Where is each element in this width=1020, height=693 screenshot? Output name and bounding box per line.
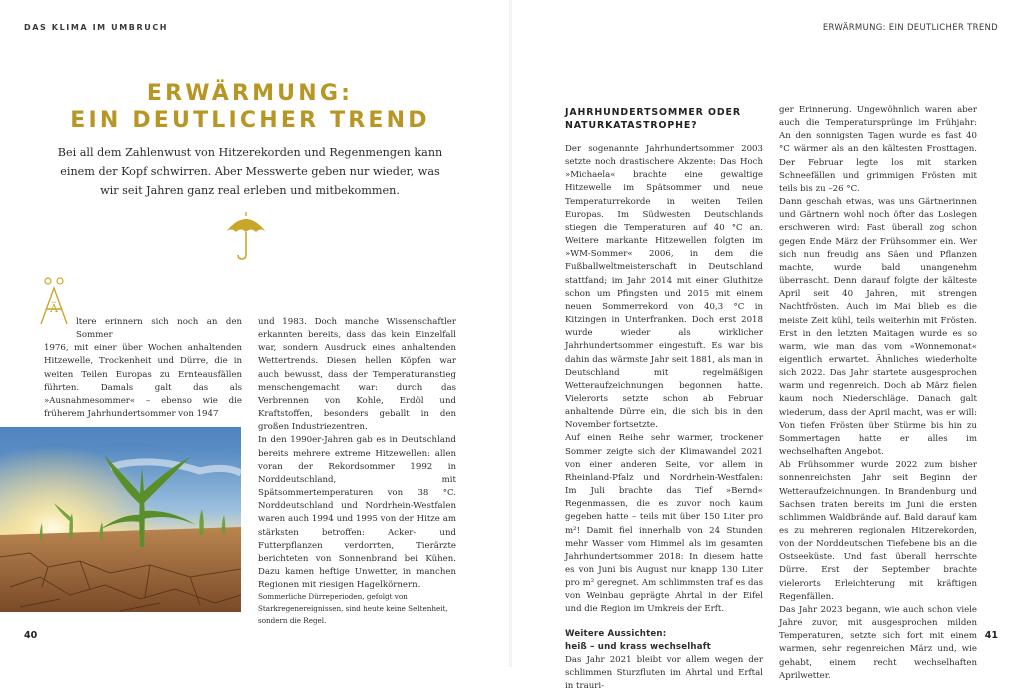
text-column-1	[44, 316, 242, 421]
subheading-line-2: heiß – und krass wechselhaft	[565, 641, 711, 652]
text-column-4	[779, 104, 977, 683]
paragraph: 1976, mit einer über Wochen anhaltenden Hitzewelle, Trockenheit und Dürre, die in weiten Teilen Europas zu Ernteausfällen führten. Damals galt das als »Ausnahmesommer« – ebenso wie die früherem Jahrhundertsommer von 1947	[44, 343, 242, 420]
page-number-right: 41	[984, 630, 998, 641]
running-head-left: DAS KLIMA IM UMBRUCH	[24, 23, 169, 32]
page-gutter	[509, 0, 512, 667]
article-title-line-2: EIN DEUTLICHER TREND	[70, 108, 430, 133]
paragraph: Auf einen Reihe sehr warmer, trockener Sommer zeigte sich der Klimawandel 2021 von einer anderen Seite, vor allem in Rheinland-Pfalz und Nordrhein-Westfalen: Im Juli brachte das Tief »Bernd« Regenmassen, die es zuvor noch kaum gegeben hatte – teils mit über 150 Liter pro m²! Damit fiel innerhalb von 24 Stunden mehr Wasser vom Himmel als im gesamten Jahrhundertsommer 2018: In diesem hatte es von Juni bis August nur knapp 130 Liter pro m² geregnet. Am schlimmsten traf es das von Weinbau geprägte Ahrtal in der Eifel und die Region im Umkreis der Erft.	[565, 433, 763, 615]
paragraph: Dann geschah etwas, was uns Gärtnerinnen und Gärtnern wohl noch öfter das Loslegen erschweren wird: Fast überall zog schon gegen Ende März der Frühsommer ein. Wer sich nun freudig ans Säen und Pflanzen machte, wurde bald unangenehm überrascht. Denn darauf folgte der kälteste April seit 40 Jahren, mit strengen Nachtfrösten. Auch im Mai blieb es die meiste Zeit kühl, teils weiterhin mit Frösten. Erst in den letzten Maitagen wurde es so warm, wie man das vom »Wonnemonat« eigentlich erwartet. Ähnliches wiederholte sich 2022. Das Jahr startete ausgesprochen warm und regenreich. Doch ab März fielen kaum noch Niederschläge. Danach galt wiederum, dass der April macht, was er will: Von tiefen Frösten über Stürme bis hin zu Sommertagen hatte er alles im wechselhaften Angebot.	[779, 197, 977, 458]
article-title	[60, 80, 440, 134]
paragraph: ltere erinnern sich noch an den Sommer	[76, 317, 242, 341]
text-column-3	[565, 143, 763, 693]
svg-text:Ä: Ä	[50, 302, 58, 315]
page-number-left: 40	[24, 630, 38, 641]
photo-caption: Sommerliche Dürreperioden, gefolgt von Starkregenereignissen, sind heute keine Seltenheit, sondern die Regel.	[258, 592, 448, 625]
article-title-line-1: ERWÄRMUNG:	[146, 81, 354, 106]
paragraph: Das Jahr 2021 bleibt vor allem wegen der schlimmen Sturzfluten im Ahrtal und Erftal in trauri-	[565, 654, 763, 692]
section-heading: JAHRHUNDERTSOMMER ODER NATURKATASTROPHE?	[565, 107, 741, 131]
paragraph: und 1983. Doch manche Wissenschaftler erkannten bereits, dass das kein Einzelfall war, sondern Ausdruck eines anhaltenden Wettertrends. Diesen hellen Köpfen war auch bewusst, dass der Temperaturanstieg menschengemacht war: durch das Verbrennen von Kohle, Erdöl und Kraftstoffen, besonders geballt in den großen Industriezentren.	[258, 317, 456, 433]
photo-image	[0, 427, 241, 612]
drought-corn-photo	[0, 427, 241, 612]
paragraph: Der sogenannte Jahrhundertsommer 2003 setzte noch drastischere Akzente: Das Hoch »Michaela« brachte eine gewaltige Hitzewelle im Spätsommer und neue Temperaturrekorde in weiten Teilen Europas. Im Südwesten Deutschlands stiegen die Temperaturen auf 40 °C an. Weitere markante Hitzewellen folgten im »WM-Sommer« 2006, in dem die Fußballweltmeisterschaft in Deutschland stattfand; im Jahr 2014 mit einer Gluthitze schon um Pfingsten und 2015 mit einem neuen Sommerrekord von 40,3 °C in Kitzingen in Unterfranken. Doch erst 2018 wurde wieder als wirklicher Jahrhundertsommer eingestuft. Es war bis dahin das wärmste Jahr seit 1881, als man in Deutschland mit regelmäßigen Wetteraufzeichnungen begonnen hatte. Vielerorts setzte schon ab Februar anhaltende Dürre ein, die sich bis in den November fortsetzte.	[565, 144, 763, 431]
running-head-right: ERWÄRMUNG: EIN DEUTLICHER TREND	[822, 23, 998, 33]
subheading	[565, 628, 763, 654]
paragraph: ger Erinnerung. Ungewöhnlich waren aber auch die Temperatursprünge im Frühjahr: An den sonnigsten Tagen wurde es fast 40 °C wärmer als an den kältesten Frosttagen. Der Februar legte los mit starken Schneefällen und grimmigen Frösten mit teils bis zu –26 °C.	[779, 105, 977, 194]
text-column-2	[258, 316, 456, 592]
paragraph: Das Jahr 2023 begann, wie auch schon viele Jahre zuvor, mit ausgesprochen milden Temperaturen, setzte sich fort mit einem warmen, sehr regenreichen März und, wie gehabt, einem recht wechselhaften Aprilwetter.	[779, 604, 977, 681]
umbrella-icon	[222, 210, 270, 262]
paragraph: In den 1990er-Jahren gab es in Deutschland bereits mehrere extreme Hitzewellen: allen voran der Rekordsommer 1992 in Norddeutschland, mit Spätsommertemperaturen von 38 °C. Norddeutschland und Nordrhein-Westfalen waren auch 1994 und 1995 von der Hitze am stärksten betroffen: Acker- und Futterpflanzen verdorrten, Tierärzte berichteten von Sonnenbrand bei Kühen. Dazu kamen heftige Unwetter, in manchen Regionen mit riesigen Hagelkörnern.	[258, 435, 456, 591]
paragraph: Ab Frühsommer wurde 2022 zum bisher sonnenreichsten Jahr seit Beginn der Wetteraufzeichnungen. In Brandenburg und Sachsen traten bereits im Juni die ersten schlimmen Waldbrände auf. Bald darauf kam es zu mehreren regionalen Hitzerekorden, von der Norddeutschen Tiefebene bis an die Ostseeküste. Und fast überall herrschte Dürre. Erst der September brachte vielerorts Erleichterung mit kräftigen Regenfällen.	[779, 460, 977, 602]
subheading-line-1: Weitere Aussichten:	[565, 628, 667, 639]
article-lead: Bei all dem Zahlenwust von Hitzerekorden und Regenmengen kann einem der Kopf schwirren. Aber Messwerte geben nur wieder, was wir seit Jahren ganz real erleben und mitbekommen.	[57, 146, 443, 197]
